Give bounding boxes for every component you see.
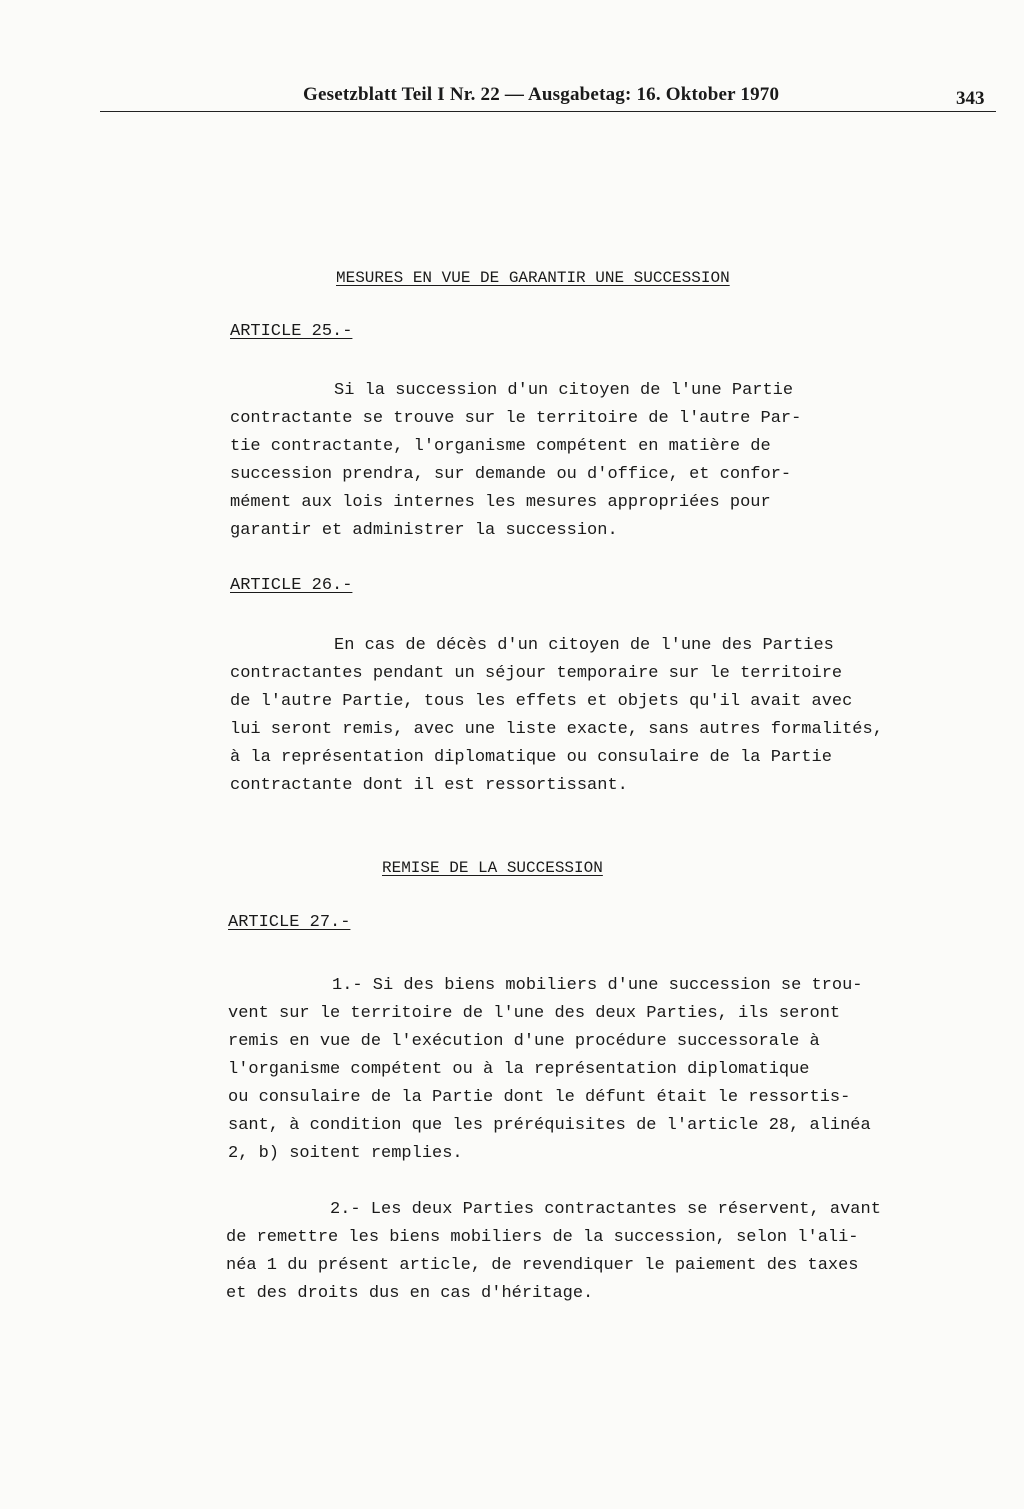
article-27-line: remis en vue de l'exécution d'une procédure successorale à xyxy=(228,1032,820,1051)
article-26-line: contractantes pendant un séjour temporaire sur le territoire xyxy=(230,664,843,683)
article-26-line: à la représentation diplomatique ou consulaire de la Partie xyxy=(230,748,832,767)
article-26-line: lui seront remis, avec une liste exacte, sans autres formalités, xyxy=(230,720,883,739)
article-27-line: et des droits dus en cas d'héritage. xyxy=(226,1284,594,1303)
article-25-line: tie contractante, l'organisme compétent en matière de xyxy=(230,437,771,456)
article-27-line: ou consulaire de la Partie dont le défunt était le ressortis- xyxy=(228,1088,851,1107)
article-27-line: de remettre les biens mobiliers de la succession, selon l'ali- xyxy=(226,1228,859,1247)
section-title-garantir: MESURES EN VUE DE GARANTIR UNE SUCCESSION xyxy=(336,269,730,287)
article-27-line: sant, à condition que les préréquisites de l'article 28, alinéa xyxy=(228,1116,871,1135)
header-rule xyxy=(100,111,996,112)
article-26-heading: ARTICLE 26.- xyxy=(230,576,353,595)
article-26-line: de l'autre Partie, tous les effets et objets qu'il avait avec xyxy=(230,692,853,711)
article-25-heading: ARTICLE 25.- xyxy=(230,322,353,341)
article-25-line: contractante se trouve sur le territoire de l'autre Par- xyxy=(230,409,802,428)
article-25-line: succession prendra, sur demande ou d'office, et confor- xyxy=(230,465,792,484)
page-number: 343 xyxy=(956,88,985,109)
article-27-heading: ARTICLE 27.- xyxy=(228,913,351,932)
article-27-line: 1.- Si des biens mobiliers d'une succession se trou- xyxy=(332,976,863,995)
article-27-line: vent sur le territoire de l'une des deux Parties, ils seront xyxy=(228,1004,841,1023)
article-27-line: 2, b) soitent remplies. xyxy=(228,1144,463,1163)
article-25-line: garantir et administrer la succession. xyxy=(230,521,618,540)
article-26-line: En cas de décès d'un citoyen de l'une des Parties xyxy=(334,636,834,655)
article-25-line: Si la succession d'un citoyen de l'une Partie xyxy=(334,381,794,400)
section-title-remise: REMISE DE LA SUCCESSION xyxy=(382,859,603,877)
article-27-line: néa 1 du présent article, de revendiquer le paiement des taxes xyxy=(226,1256,859,1275)
article-27-line: 2.- Les deux Parties contractantes se réservent, avant xyxy=(330,1200,881,1219)
running-header: Gesetzblatt Teil I Nr. 22 — Ausgabetag: 16. Oktober 1970 xyxy=(303,84,780,105)
article-26-line: contractante dont il est ressortissant. xyxy=(230,776,628,795)
article-27-line: l'organisme compétent ou à la représentation diplomatique xyxy=(228,1060,810,1079)
article-25-line: mément aux lois internes les mesures appropriées pour xyxy=(230,493,771,512)
